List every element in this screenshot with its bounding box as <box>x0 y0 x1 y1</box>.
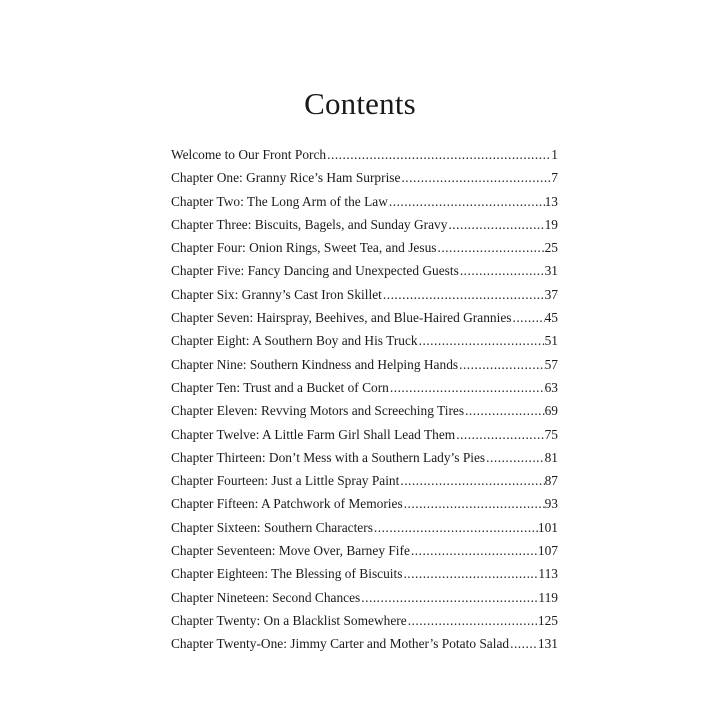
toc-entry-title: Chapter Three: Biscuits, Bagels, and Sunday Gravy <box>171 216 448 232</box>
dot-leader <box>410 539 538 562</box>
toc-entry-title: Chapter Sixteen: Southern Characters <box>171 519 373 535</box>
dot-leader <box>459 259 545 282</box>
toc-entry-page-number: 87 <box>544 473 558 489</box>
toc-entry <box>171 376 558 399</box>
dot-leader <box>509 632 538 655</box>
toc-entry-title: Chapter Four: Onion Rings, Sweet Tea, and Jesus <box>171 240 437 256</box>
toc-entry-page-number: 37 <box>544 286 558 302</box>
toc-entry <box>171 306 558 329</box>
toc-entry <box>171 586 558 609</box>
toc-entry-page-number: 45 <box>544 310 558 326</box>
toc-entry <box>171 329 558 352</box>
toc-entry <box>171 143 558 166</box>
toc-entry <box>171 236 558 259</box>
dot-leader <box>447 213 544 236</box>
dot-leader <box>436 236 544 259</box>
toc-entry-page-number: 107 <box>537 543 558 559</box>
dot-leader <box>389 376 545 399</box>
toc-entry-title: Chapter Fifteen: A Patchwork of Memories <box>171 496 403 512</box>
dot-leader <box>360 586 538 609</box>
dot-leader <box>407 609 538 632</box>
toc-entry-page-number: 113 <box>538 566 558 582</box>
dot-leader <box>402 562 538 585</box>
toc-entry-page-number: 119 <box>538 589 558 605</box>
dot-leader <box>399 469 544 492</box>
toc-entry <box>171 609 558 632</box>
toc-entry-title: Chapter Five: Fancy Dancing and Unexpected Guests <box>171 263 459 279</box>
toc-entry <box>171 399 558 422</box>
toc-entry-title: Chapter Seven: Hairspray, Beehives, and Blue-Haired Grannies <box>171 310 512 326</box>
toc-entry <box>171 423 558 446</box>
toc-entry-page-number: 63 <box>544 379 558 395</box>
toc-entry-title: Chapter Eight: A Southern Boy and His Truck <box>171 333 418 349</box>
toc-entry-title: Chapter Nineteen: Second Chances <box>171 589 361 605</box>
toc-entry-page-number: 75 <box>544 426 558 442</box>
dot-leader <box>373 516 538 539</box>
toc-entry-page-number: 7 <box>551 170 558 186</box>
toc-entry-title: Chapter Ten: Trust and a Bucket of Corn <box>171 379 389 395</box>
toc-entry-title: Chapter Six: Granny’s Cast Iron Skillet <box>171 286 382 302</box>
dot-leader <box>400 166 551 189</box>
toc-entry-page-number: 51 <box>544 333 558 349</box>
toc-entry-page-number: 25 <box>544 240 558 256</box>
toc-entry-title: Chapter Twenty: On a Blacklist Somewhere <box>171 612 407 628</box>
toc-entry-title: Chapter Nine: Southern Kindness and Helping Hands <box>171 356 459 372</box>
toc-entry-title: Chapter Seventeen: Move Over, Barney Fife <box>171 543 410 559</box>
toc-entry <box>171 539 558 562</box>
toc-entry <box>171 632 558 655</box>
toc-entry <box>171 562 558 585</box>
toc-entry-page-number: 19 <box>544 216 558 232</box>
dot-leader <box>388 190 545 213</box>
toc-entry-title: Chapter Fourteen: Just a Little Spray Paint <box>171 473 400 489</box>
toc-entry <box>171 469 558 492</box>
toc-entry-page-number: 101 <box>537 519 558 535</box>
toc-entry-title: Chapter Twelve: A Little Farm Girl Shall Lead Them <box>171 426 456 442</box>
toc-entry <box>171 213 558 236</box>
dot-leader <box>455 423 544 446</box>
page-title: Contents <box>304 86 416 121</box>
dot-leader <box>403 492 545 515</box>
toc-entry-title: Chapter Thirteen: Don’t Mess with a Southern Lady’s Pies <box>171 449 486 465</box>
dot-leader <box>326 143 551 166</box>
toc-entry-title: Chapter Eleven: Revving Motors and Screeching Tires <box>171 403 465 419</box>
dot-leader <box>485 446 544 469</box>
toc-entry-page-number: 13 <box>544 193 558 209</box>
dot-leader <box>511 306 544 329</box>
toc-entry <box>171 353 558 376</box>
toc-entry-page-number: 131 <box>537 636 558 652</box>
dot-leader <box>418 329 545 352</box>
toc-entry-title: Chapter One: Granny Rice’s Ham Surprise <box>171 170 401 186</box>
toc-entry-title: Chapter Two: The Long Arm of the Law <box>171 193 388 209</box>
toc-entry <box>171 446 558 469</box>
dot-leader <box>464 399 545 422</box>
toc-entry-page-number: 93 <box>544 496 558 512</box>
toc-entry-page-number: 125 <box>537 612 558 628</box>
toc-entry <box>171 516 558 539</box>
dot-leader <box>382 283 545 306</box>
toc-entry-page-number: 57 <box>544 356 558 372</box>
toc-entry-title: Chapter Eighteen: The Blessing of Biscuits <box>171 566 403 582</box>
toc-entry <box>171 283 558 306</box>
table-of-contents <box>171 143 558 656</box>
toc-entry-page-number: 81 <box>544 449 558 465</box>
toc-entry-title: Chapter Twenty-One: Jimmy Carter and Mother’s Potato Salad <box>171 636 510 652</box>
toc-entry-page-number: 1 <box>551 147 558 162</box>
toc-entry <box>171 190 558 213</box>
toc-entry <box>171 166 558 189</box>
toc-entry-title: Welcome to Our Front Porch <box>171 147 327 162</box>
toc-entry-page-number: 69 <box>544 403 558 419</box>
toc-entry <box>171 259 558 282</box>
toc-entry-page-number: 31 <box>544 263 558 279</box>
dot-leader <box>458 353 545 376</box>
toc-entry <box>171 492 558 515</box>
